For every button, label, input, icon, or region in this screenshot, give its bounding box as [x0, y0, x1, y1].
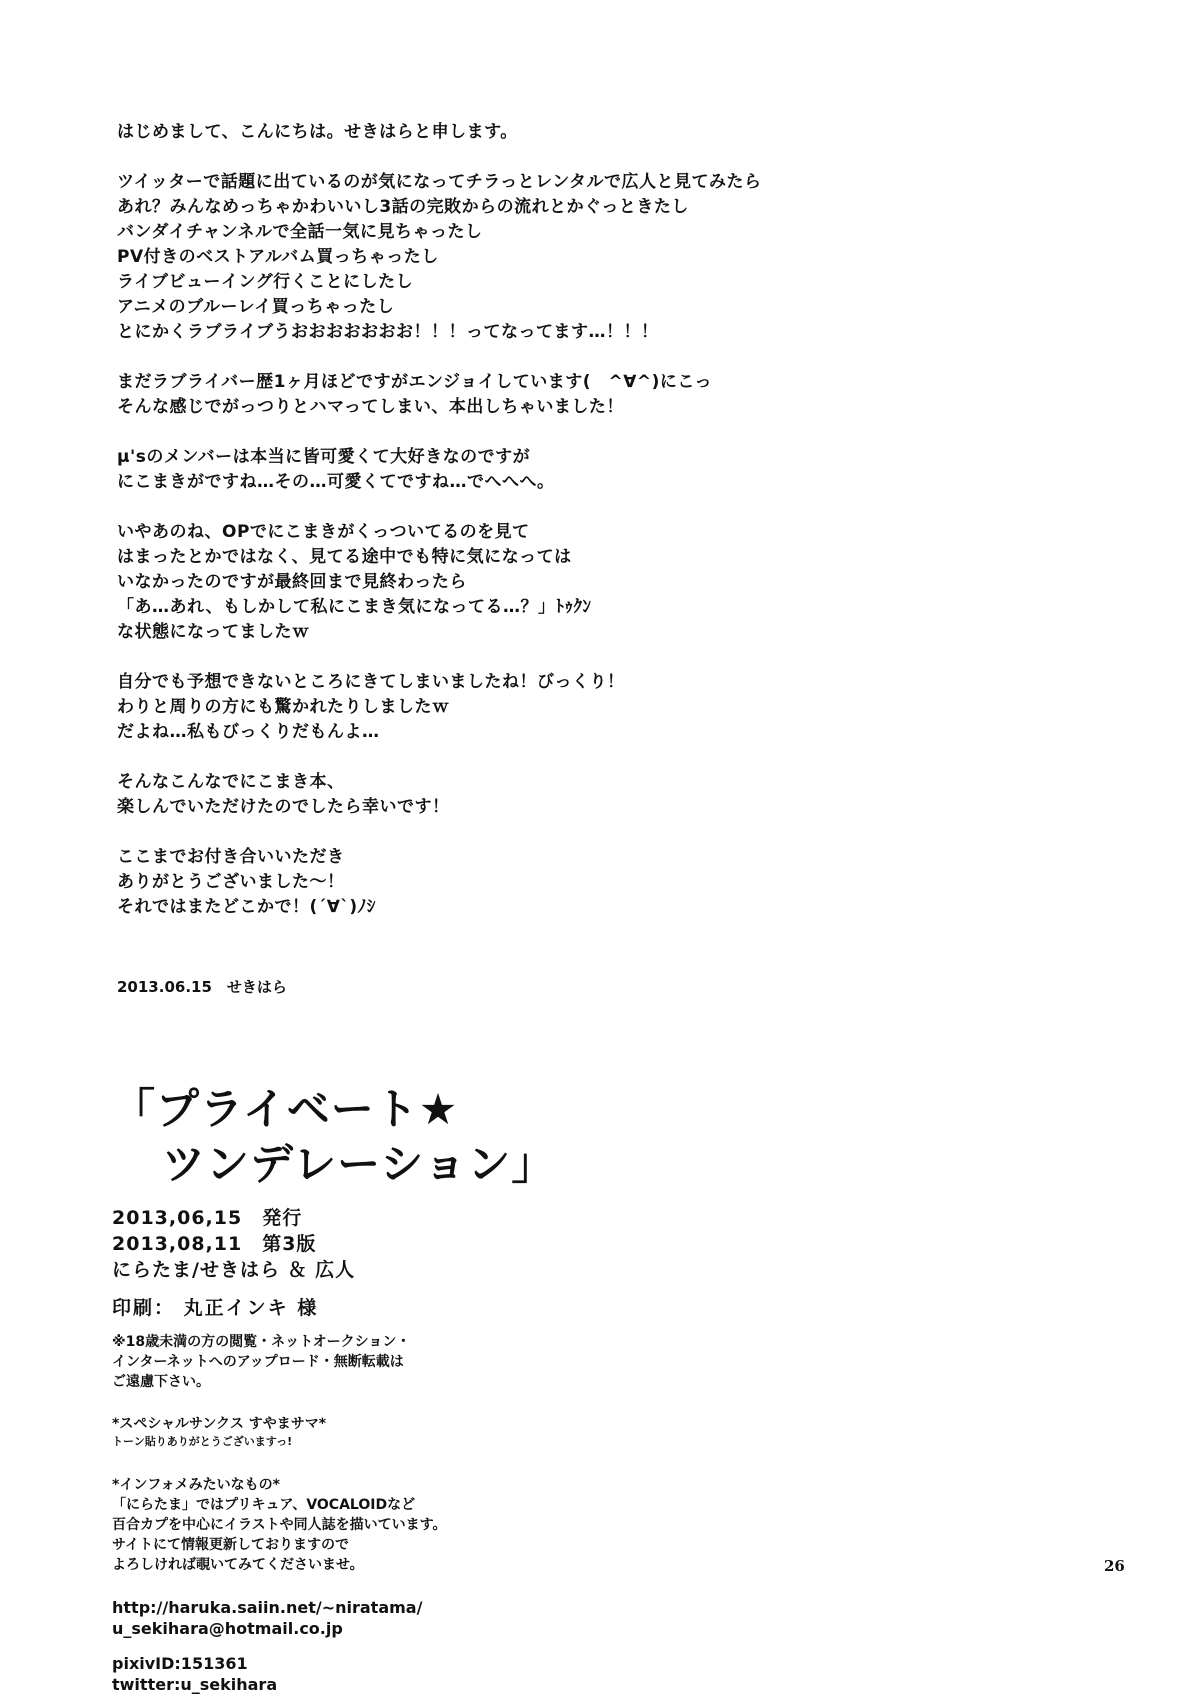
afterword-line: ここまでお付き合いいただき [117, 847, 345, 867]
special-thanks [112, 1414, 812, 1449]
notice-line: ご遠慮下さい。 [112, 1374, 210, 1390]
afterword-line: バンダイチャンネルで全話一気に見ちゃったし [117, 222, 483, 242]
afterword-line: はまったとかではなく、見てる途中でも特に気になっては [117, 547, 572, 567]
publication-line: にらたま/せきはら ＆ 広人 [112, 1259, 356, 1281]
email-address: u_sekihara@hotmail.co.jp [112, 1619, 343, 1638]
info-line: 「にらたま」ではプリキュア、VOCALOIDなど [112, 1497, 416, 1513]
afterword-paragraph [117, 770, 1117, 820]
afterword-line: はじめまして、こんにちは。せきはらと申します。 [117, 122, 518, 142]
notice-line: インターネットへのアップロード・無断転載は [112, 1354, 404, 1370]
publication-line: 2013,06,15 発行 [112, 1207, 303, 1229]
afterword-line: そんな感じでがっつりとハマってしまい、本出しちゃいました！ [117, 397, 624, 417]
afterword-section [117, 120, 1117, 945]
page-number: 26 [1104, 1557, 1125, 1575]
afterword-paragraph [117, 845, 1117, 920]
book-title-line-1: 「プライベート★ [112, 1085, 459, 1135]
afterword-line: わりと周りの方にも驚かれたりしましたｗ [117, 697, 450, 717]
pixiv-id: pixivID:151361 [112, 1654, 248, 1673]
age-notice [112, 1332, 812, 1392]
afterword-paragraph [117, 170, 1117, 345]
afterword-line: まだラブライバー歴1ヶ月ほどですがエンジョイしています( ^∀^)にこっ [117, 372, 713, 392]
colophon-section [112, 1083, 812, 1695]
afterword-line: とにかくラブライブうおおおおおおお！！！ってなってます…！！！ [117, 322, 659, 342]
afterword-line: いやあのね、OPでにこまきがくっついてるのを見て [117, 522, 530, 542]
afterword-paragraph [117, 445, 1117, 495]
afterword-line: ツイッターで話題に出ているのが気になってチラっとレンタルで広人と見てみたら [117, 172, 762, 192]
thanks-title: *スペシャルサンクス すやまサマ* [112, 1416, 327, 1432]
afterword-line: そんなこんなでにこまき本、 [117, 772, 345, 792]
printer-credit: 印刷： 丸正インキ 様 [112, 1297, 319, 1319]
info-title: *インフォメみたいなもの* [112, 1477, 280, 1493]
publication-line: 2013,08,11 第3版 [112, 1233, 317, 1255]
circle-info [112, 1475, 812, 1575]
afterword-line: ありがとうございました～！ [117, 872, 345, 892]
afterword-line: だよね…私もびっくりだもんよ… [117, 722, 380, 742]
afterword-paragraph [117, 670, 1117, 745]
afterword-line: 自分でも予想できないところにきてしまいましたね！びっくり！ [117, 672, 625, 692]
afterword-line: PV付きのベストアルバム買っちゃったし [117, 247, 439, 267]
contact-info [112, 1597, 812, 1695]
afterword-line: な状態になってましたｗ [117, 622, 310, 642]
info-line: 百合カプを中心にイラストや同人誌を描いています。 [112, 1517, 447, 1533]
twitter-handle: twitter:u_sekihara [112, 1675, 278, 1694]
afterword-line: ライブビューイング行くことにしたし [117, 272, 414, 292]
afterword-paragraph [117, 370, 1117, 420]
book-title-line-2: ツンデレーション」 [162, 1140, 556, 1190]
afterword-line: いなかったのですが最終回まで見終わったら [117, 572, 467, 592]
afterword-line: にこまきがですね…その…可愛くてですね…でへへへ。 [117, 472, 555, 492]
afterword-paragraph [117, 120, 1117, 145]
afterword-signature: 2013.06.15 せきはら [117, 978, 287, 996]
info-line: サイトにて情報更新しておりますので [112, 1537, 350, 1553]
info-line: よろしければ覗いてみてくださいませ。 [112, 1557, 364, 1573]
afterword-line: μ'sのメンバーは本当に皆可愛くて大好きなのですが [117, 447, 531, 467]
afterword-paragraph [117, 520, 1117, 645]
afterword-line: 「あ…あれ、もしかして私にこまき気になってる…？」ﾄｩｸﾝ [117, 597, 592, 617]
afterword-line: アニメのブルーレイ買っちゃったし [117, 297, 395, 317]
afterword-line: あれ？みんなめっちゃかわいいし3話の完敗からの流れとかぐっときたし [117, 197, 689, 217]
afterword-line: 楽しんでいただけたのでしたら幸いです！ [117, 797, 450, 817]
thanks-note: トーン貼りありがとうございますっ! [112, 1435, 293, 1448]
notice-line: ※18歳未満の方の閲覧・ネットオークション・ [112, 1334, 411, 1350]
publication-info [112, 1205, 812, 1283]
website-url: http://haruka.saiin.net/~niratama/ [112, 1598, 423, 1617]
afterword-line: それではまたどこかで！(´∀`)ﾉｼ [117, 897, 376, 917]
